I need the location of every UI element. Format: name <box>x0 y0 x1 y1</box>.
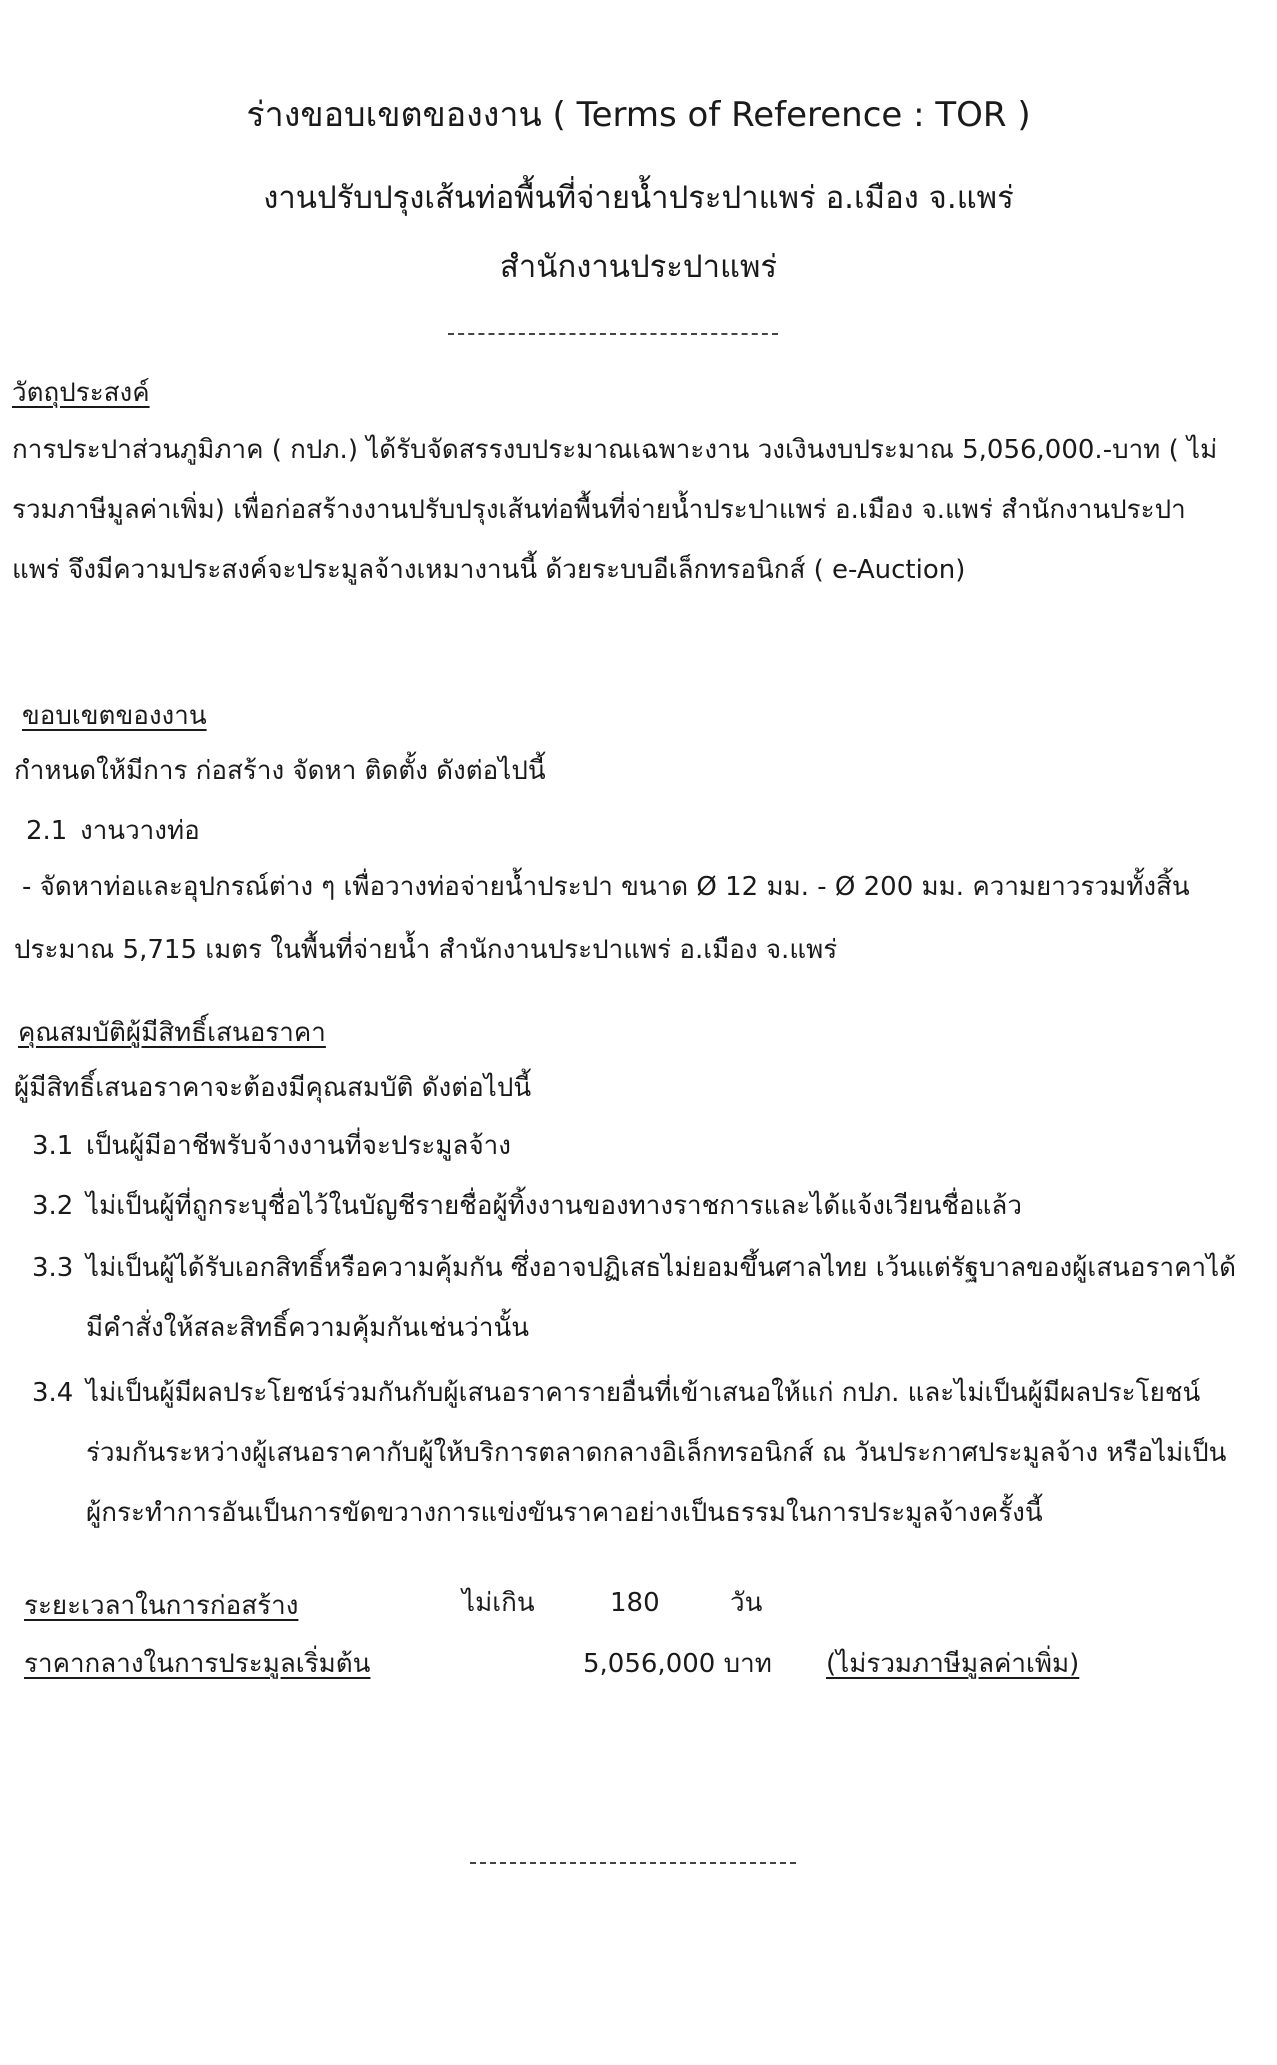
duration-unit: วัน <box>730 1588 763 1618</box>
document-title: ร่างขอบเขตของงาน ( Terms of Reference : TOR ) <box>246 95 1031 135</box>
qualification-text: เป็นผู้มีอาชีพรับจ้างงานที่จะประมูลจ้าง <box>86 1131 511 1161</box>
price-value: 5,056,000 บาท <box>583 1649 772 1679</box>
price-note: (ไม่รวมภาษีมูลค่าเพิ่ม) <box>826 1649 1080 1679</box>
qualification-text: ไม่เป็นผู้ได้รับเอกสิทธิ์หรือความคุ้มกัน ซึ่งอาจปฏิเสธไม่ยอมขึ้นศาลไทย เว้นแต่รัฐบาลของผู้เสนอราคาได้ <box>86 1253 1237 1283</box>
scope-item-number: 2.1 <box>26 816 68 846</box>
scope-heading: ขอบเขตของงาน <box>22 701 207 731</box>
objective-heading: วัตถุประสงค์ <box>12 378 150 408</box>
duration-label: ระยะเวลาในการก่อสร้าง <box>24 1591 299 1621</box>
qualification-text: ผู้กระทำการอันเป็นการขัดขวางการแข่งขันราคาอย่างเป็นธรรมในการประมูลจ้างครั้งนี้ <box>86 1498 1043 1528</box>
scope-item-title: งานวางท่อ <box>80 816 200 846</box>
qualification-number: 3.3 <box>32 1253 74 1283</box>
scope-detail-line: - จัดหาท่อและอุปกรณ์ต่าง ๆ เพื่อวางท่อจ่ายน้ำประปา ขนาด Ø 12 มม. - Ø 200 มม. ความยาวรวมทั้งสิ้น <box>22 872 1190 902</box>
price-label: ราคากลางในการประมูลเริ่มต้น <box>24 1649 371 1679</box>
qualification-number: 3.1 <box>32 1131 74 1161</box>
scope-intro: กำหนดให้มีการ ก่อสร้าง จัดหา ติดตั้ง ดังต่อไปนี้ <box>14 756 546 786</box>
qualifications-heading: คุณสมบัติผู้มีสิทธิ์เสนอราคา <box>18 1018 326 1048</box>
qualification-number: 3.4 <box>32 1378 74 1408</box>
objective-line: การประปาส่วนภูมิภาค ( กปภ.) ได้รับจัดสรรงบประมาณเฉพาะงาน วงเงินงบประมาณ 5,056,000.-บาท ( ไม่ <box>12 435 1218 465</box>
office-name: สำนักงานประปาแพร่ <box>499 249 778 285</box>
duration-prefix: ไม่เกิน <box>462 1588 535 1618</box>
header-separator <box>448 333 778 335</box>
qualification-text: ไม่เป็นผู้ที่ถูกระบุชื่อไว้ในบัญชีรายชื่อผู้ทิ้งงานของทางราชการและได้แจ้งเวียนชื่อแล้ว <box>86 1191 1022 1221</box>
footer-separator <box>470 1862 796 1864</box>
qualification-text: มีคำสั่งให้สละสิทธิ์ความคุ้มกันเช่นว่านั้น <box>86 1313 530 1343</box>
qualification-number: 3.2 <box>32 1191 74 1221</box>
duration-value: 180 <box>610 1588 660 1618</box>
qualifications-intro: ผู้มีสิทธิ์เสนอราคาจะต้องมีคุณสมบัติ ดังต่อไปนี้ <box>14 1073 532 1103</box>
qualification-text: ร่วมกันระหว่างผู้เสนอราคากับผู้ให้บริการตลาดกลางอิเล็กทรอนิกส์ ณ วันประกาศประมูลจ้าง หรือไม่เป็น <box>86 1438 1227 1468</box>
objective-line: รวมภาษีมูลค่าเพิ่ม) เพื่อก่อสร้างงานปรับปรุงเส้นท่อพื้นที่จ่ายน้ำประปาแพร่ อ.เมือง จ.แพร่ สำนักงานประปา <box>12 495 1186 525</box>
objective-line: แพร่ จึงมีความประสงค์จะประมูลจ้างเหมางานนี้ ด้วยระบบอีเล็กทรอนิกส์ ( e-Auction) <box>12 555 966 585</box>
qualification-text: ไม่เป็นผู้มีผลประโยชน์ร่วมกันกับผู้เสนอราคารายอื่นที่เข้าเสนอให้แก่ กปภ. และไม่เป็นผู้มีผลประโยชน์ <box>86 1378 1201 1408</box>
project-name: งานปรับปรุงเส้นท่อพื้นที่จ่ายน้ำประปาแพร่ อ.เมือง จ.แพร่ <box>263 180 1014 216</box>
scope-detail-line: ประมาณ 5,715 เมตร ในพื้นที่จ่ายน้ำ สำนักงานประปาแพร่ อ.เมือง จ.แพร่ <box>14 935 838 965</box>
